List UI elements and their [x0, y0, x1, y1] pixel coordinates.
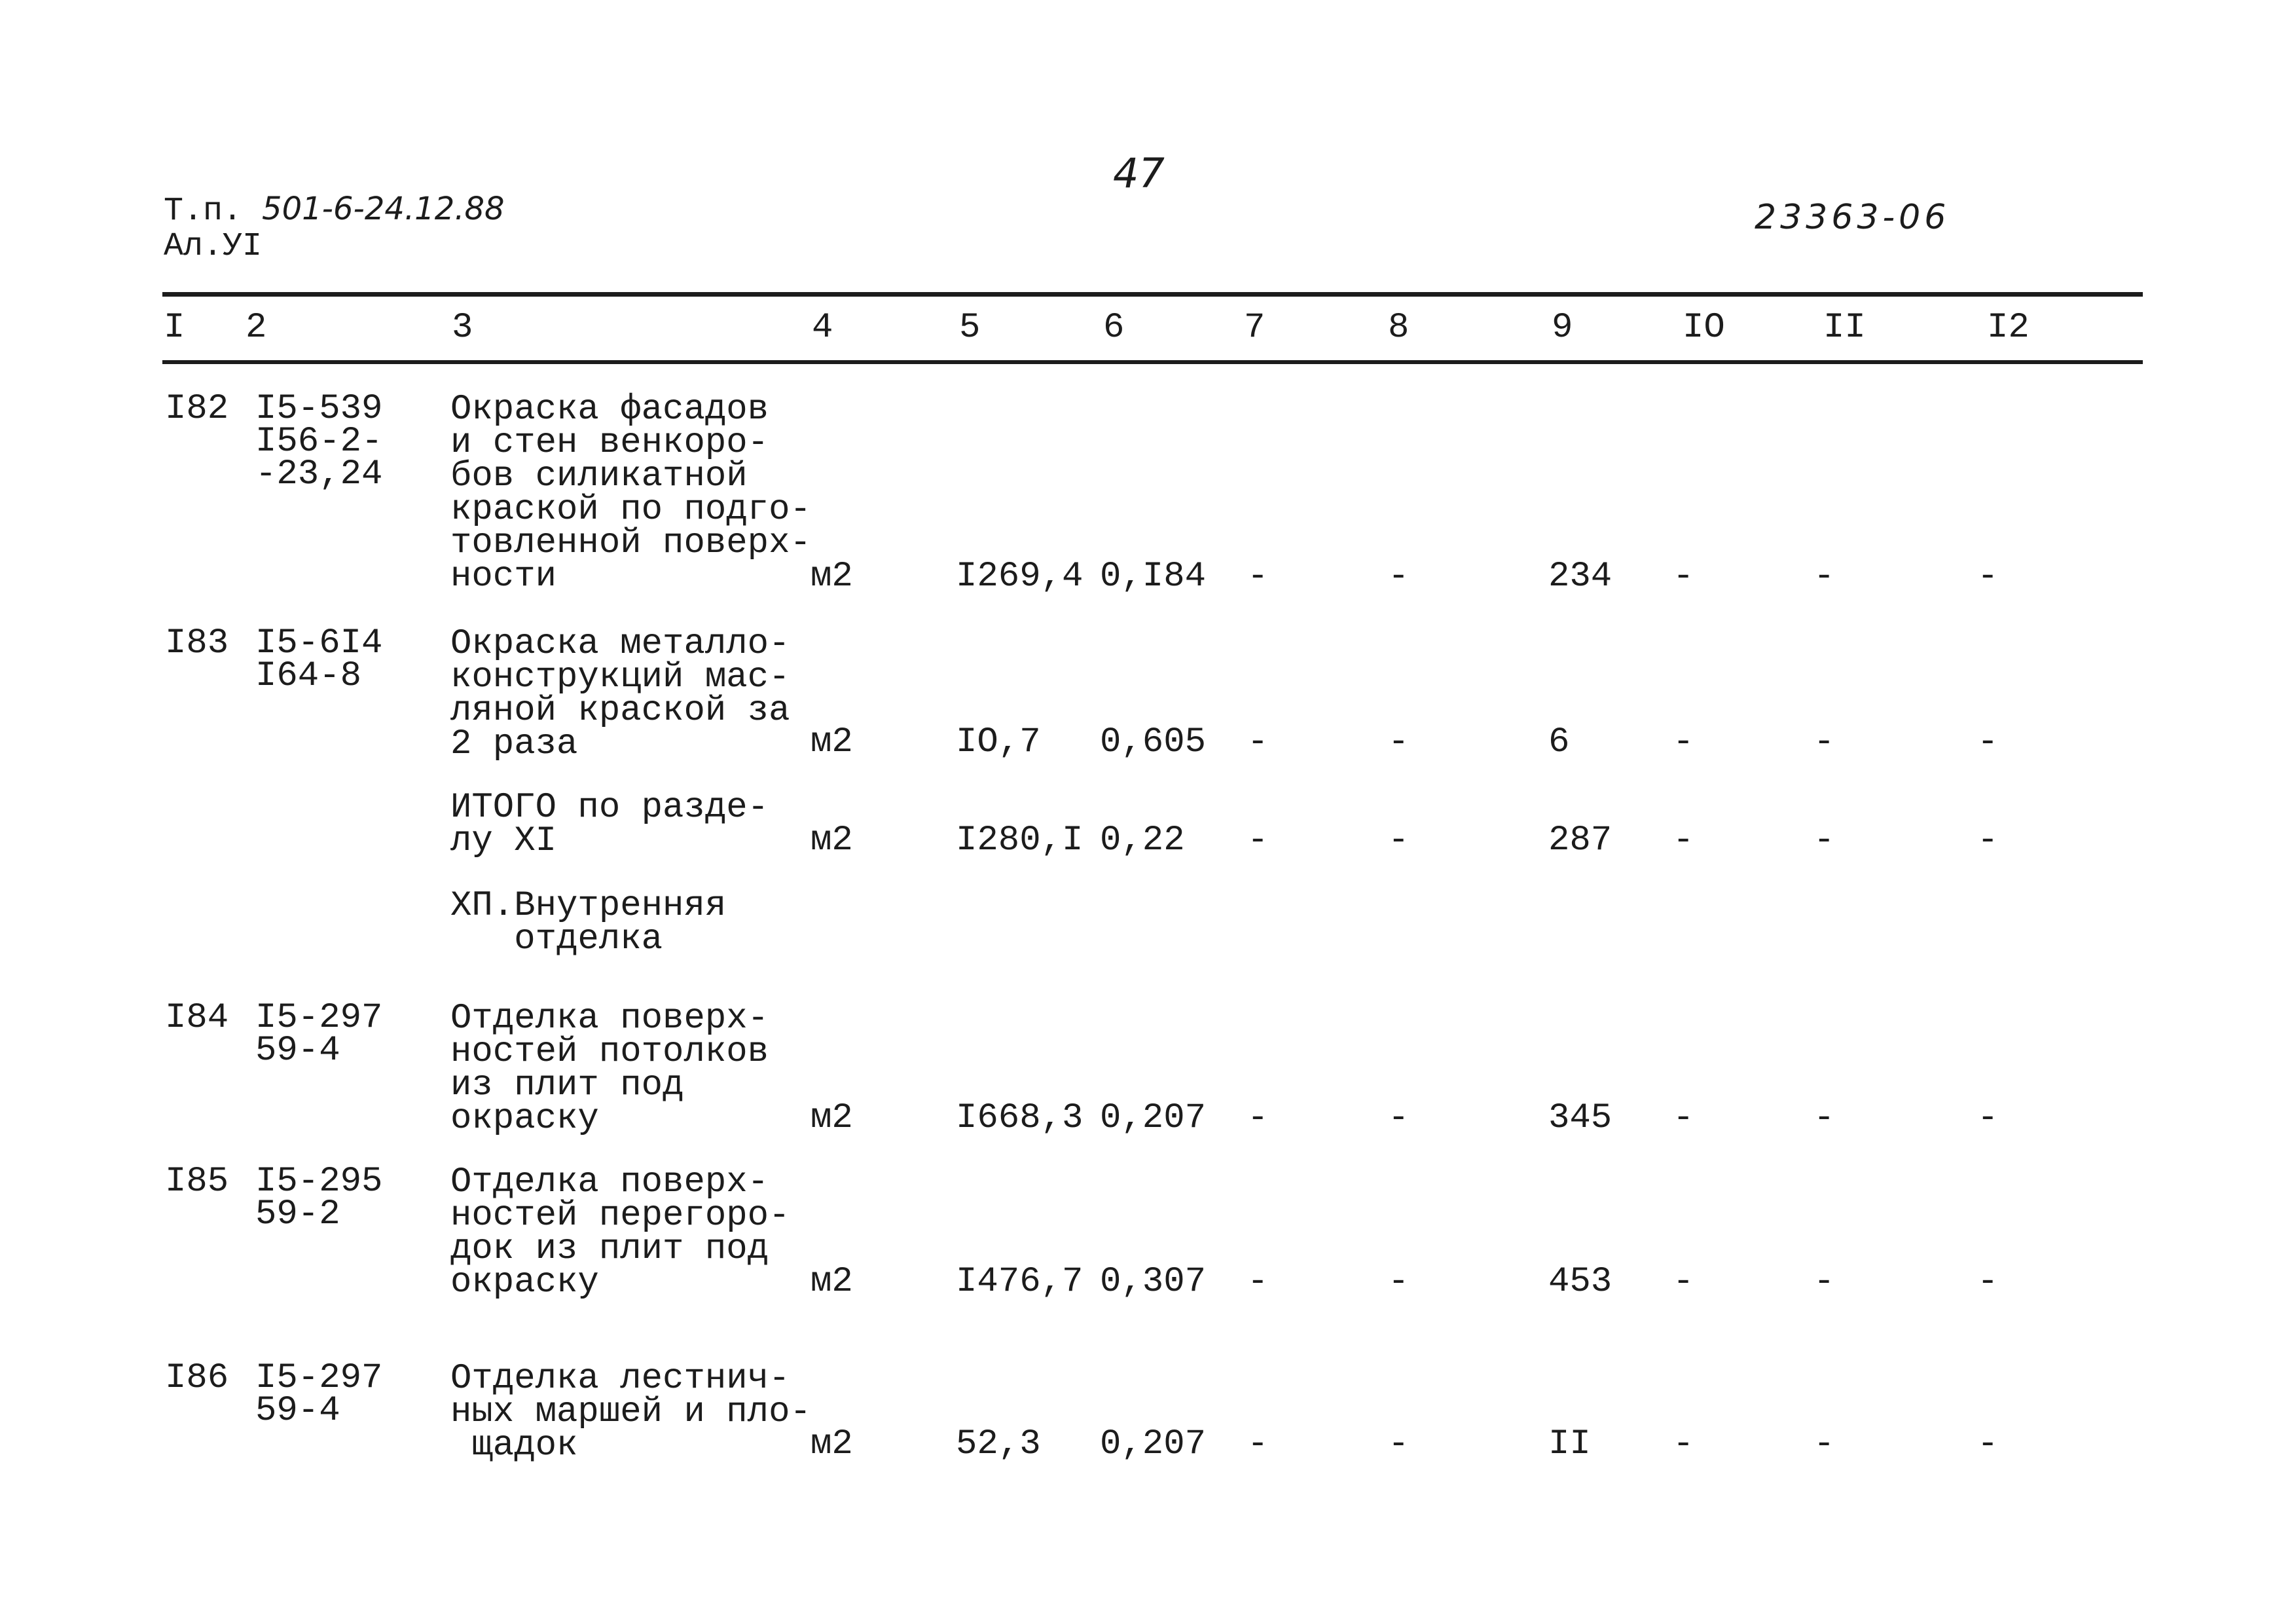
col12-cell: -	[1977, 557, 1999, 597]
row-number: I86	[165, 1358, 229, 1398]
work-description: Отделка поверх- ностей потолков из плит под окраску	[450, 999, 769, 1139]
col10-cell: -	[1673, 1262, 1694, 1302]
project-header	[164, 191, 505, 265]
unit-cell: м2	[811, 1424, 853, 1464]
norm-code: I5-6I4 I64-8	[255, 623, 383, 696]
unit-cell: м2	[811, 1262, 853, 1302]
album-number: Ал.УI	[164, 228, 263, 265]
col11-cell: -	[1813, 722, 1835, 762]
work-description: Окраска фасадов и стен венкоро- бов силикатной краской по подго- товленной поверх- ности	[450, 390, 811, 597]
row-number: I82	[165, 389, 229, 429]
work-description: ИТОГО по разде- лу XI	[450, 788, 769, 861]
norm-code: I5-297 59-4	[255, 998, 383, 1071]
col8-cell: -	[1388, 557, 1410, 597]
work-description: Отделка поверх- ностей перегоро- док из плит под окраску	[450, 1162, 790, 1302]
table-header-rule	[162, 360, 2143, 364]
col9-cell: 453	[1548, 1262, 1613, 1302]
row-number: I83	[165, 623, 229, 663]
unit-cell: м2	[811, 821, 853, 860]
col8-cell: -	[1388, 1424, 1410, 1464]
col10-cell: -	[1673, 557, 1694, 597]
col11-cell: -	[1813, 821, 1835, 860]
column-header-8: 8	[1388, 308, 1410, 348]
quantity-cell: 52,3	[956, 1424, 1041, 1464]
column-header-6: 6	[1103, 308, 1125, 348]
col12-cell: -	[1977, 821, 1999, 860]
column-header-9: 9	[1552, 308, 1573, 348]
column-header-7: 7	[1244, 308, 1266, 348]
unit-cell: м2	[811, 557, 853, 597]
archive-code: 23363-06	[1755, 198, 1950, 237]
factor-cell: 0,I84	[1100, 557, 1207, 597]
col12-cell: -	[1977, 1424, 1999, 1464]
factor-cell: 0,307	[1100, 1262, 1207, 1302]
col8-cell: -	[1388, 722, 1410, 762]
column-header-3: 3	[452, 308, 473, 348]
page-number: 47	[1113, 149, 1165, 197]
col7-cell: -	[1247, 722, 1269, 762]
col7-cell: -	[1247, 1098, 1269, 1138]
col12-cell: -	[1977, 722, 1999, 762]
col12-cell: -	[1977, 1098, 1999, 1138]
col7-cell: -	[1247, 821, 1269, 860]
col9-cell: 234	[1548, 557, 1613, 597]
column-header-12: I2	[1987, 308, 2030, 348]
col7-cell: -	[1247, 1424, 1269, 1464]
col8-cell: -	[1388, 821, 1410, 860]
col7-cell: -	[1247, 557, 1269, 597]
column-header-11: II	[1823, 308, 1866, 348]
quantity-cell: IO,7	[956, 722, 1041, 762]
work-description: Окраска металло- конструкций мас- ляной краской за 2 раза	[450, 624, 790, 764]
col8-cell: -	[1388, 1262, 1410, 1302]
col9-cell: II	[1548, 1424, 1591, 1464]
factor-cell: 0,605	[1100, 722, 1207, 762]
col8-cell: -	[1388, 1098, 1410, 1138]
col10-cell: -	[1673, 821, 1694, 860]
factor-cell: 0,207	[1100, 1424, 1207, 1464]
factor-cell: 0,207	[1100, 1098, 1207, 1138]
norm-code: I5-539 I56-2- -23,24	[255, 389, 383, 494]
norm-code: I5-297 59-4	[255, 1358, 383, 1431]
project-code: 501-6-24.12.88	[262, 191, 505, 227]
column-header-10: IO	[1683, 308, 1725, 348]
norm-code: I5-295 59-2	[255, 1162, 383, 1234]
quantity-cell: I668,3	[956, 1098, 1084, 1138]
col11-cell: -	[1813, 557, 1835, 597]
col11-cell: -	[1813, 1424, 1835, 1464]
unit-cell: м2	[811, 1098, 853, 1138]
project-prefix: Т.п.	[164, 193, 243, 230]
col11-cell: -	[1813, 1262, 1835, 1302]
row-number: I85	[165, 1162, 229, 1202]
col12-cell: -	[1977, 1262, 1999, 1302]
col7-cell: -	[1247, 1262, 1269, 1302]
col10-cell: -	[1673, 1424, 1694, 1464]
quantity-cell: I269,4	[956, 557, 1084, 597]
col10-cell: -	[1673, 1098, 1694, 1138]
row-number: I84	[165, 998, 229, 1038]
work-description: XП.Внутренняя отделка	[450, 886, 727, 959]
factor-cell: 0,22	[1100, 821, 1185, 860]
column-header-5: 5	[959, 308, 981, 348]
quantity-cell: I476,7	[956, 1262, 1084, 1302]
column-header-2: 2	[246, 308, 267, 348]
column-header-4: 4	[812, 308, 833, 348]
column-header-1: I	[164, 308, 185, 348]
col10-cell: -	[1673, 722, 1694, 762]
col9-cell: 345	[1548, 1098, 1613, 1138]
col9-cell: 6	[1548, 722, 1570, 762]
work-description: Отделка лестнич- ных маршей и пло- щадок	[450, 1359, 811, 1466]
unit-cell: м2	[811, 722, 853, 762]
quantity-cell: I280,I	[956, 821, 1084, 860]
col9-cell: 287	[1548, 821, 1613, 860]
table-top-rule	[162, 292, 2143, 297]
col11-cell: -	[1813, 1098, 1835, 1138]
